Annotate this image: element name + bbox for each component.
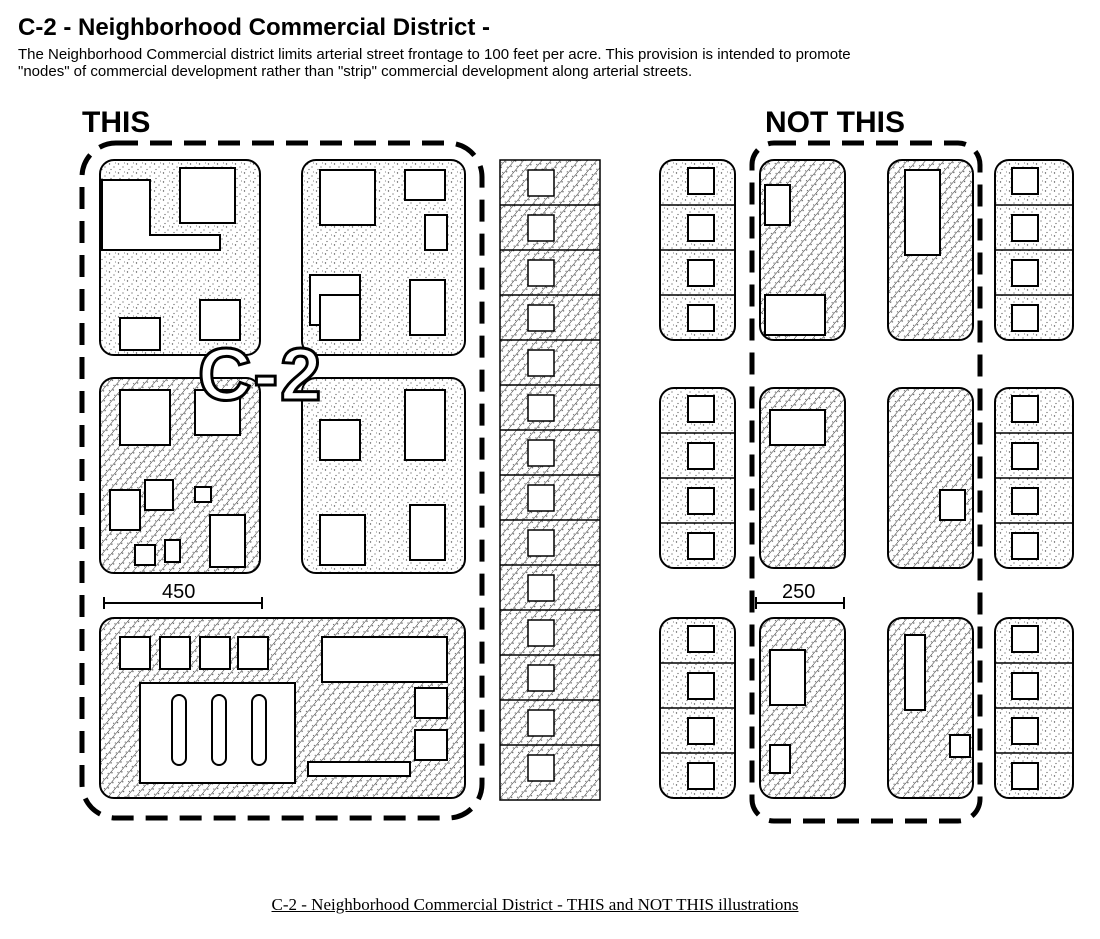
building: [180, 168, 235, 223]
not-this-heading: NOT THIS: [765, 106, 905, 139]
description-line-1: The Neighborhood Commercial district limits arterial street frontage to 100 feet per acre. This provision is intended to promote: [18, 46, 851, 63]
building: [195, 487, 211, 502]
building: [410, 280, 445, 335]
block: [888, 618, 973, 798]
this-heading: THIS: [82, 106, 151, 139]
parking-island: [172, 695, 186, 765]
building: [308, 762, 410, 776]
building: [425, 215, 447, 250]
building: [120, 390, 170, 445]
building: [120, 318, 160, 350]
building: [120, 637, 150, 669]
page-title: C-2 - Neighborhood Commercial District -: [18, 14, 491, 41]
dimension-label-450: 450: [162, 581, 196, 603]
parking-island: [252, 695, 266, 765]
parking-island: [212, 695, 226, 765]
building: [160, 637, 190, 669]
dimension-label-250: 250: [782, 581, 816, 603]
building: [238, 637, 268, 669]
building: [322, 637, 447, 682]
this-lot-strip: [500, 160, 600, 800]
building: [145, 480, 173, 510]
not-this-buildings: [688, 168, 1038, 789]
building: [405, 170, 445, 200]
building: [415, 688, 447, 718]
not-this-blocks: [660, 160, 1073, 798]
zone-label: C-2: [198, 333, 324, 416]
building: [320, 420, 360, 460]
building: [135, 545, 155, 565]
building: [415, 730, 447, 760]
parking-w: [110, 490, 140, 530]
building: [320, 170, 375, 225]
building: [165, 540, 180, 562]
block: [888, 388, 973, 568]
building: [405, 390, 445, 460]
figure-caption: C-2 - Neighborhood Commercial District - THIS and NOT THIS illustrations: [271, 895, 799, 914]
building: [200, 637, 230, 669]
building: [410, 505, 445, 560]
lot-strip: [500, 160, 600, 800]
building: [210, 515, 245, 567]
description-line-2: "nodes" of commercial development rather than "strip" commercial development along arterial streets.: [18, 63, 693, 80]
building: [320, 515, 365, 565]
building: [320, 295, 360, 340]
